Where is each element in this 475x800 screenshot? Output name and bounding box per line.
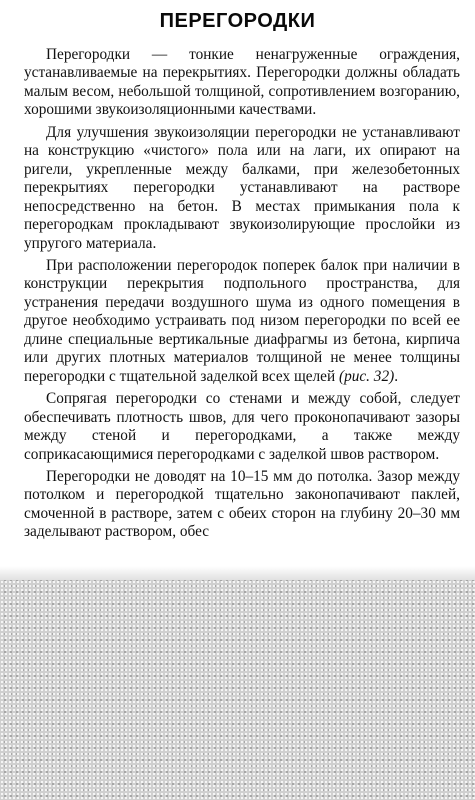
paragraph-joints: Сопрягая перегородки со стенами и между собой, следует обеспечивать плотность швов, для чего проконопачивают зазоры между стеной и перегородками, а также между соприкасающимися перегородками с заделкой швов раствором.: [24, 390, 460, 463]
page-title: ПЕРЕГОРОДКИ: [159, 10, 316, 32]
figure-reference: (рис. 32): [338, 367, 395, 385]
paragraph-diaphragms-end: .: [394, 367, 399, 385]
paragraph-diaphragms-text: При расположении перегородок поперек балок при наличии в конструкции перекрытия подпольного пространства, для устранения передачи воздушного шума из одного помещения в другое необходимо устраивать под низом перегородки по всей ее длине специальные вертикальные диафрагмы из бетона, кирпича или других плотных материалов толщиной не менее толщины перегородки с тщательной заделкой всех щелей: [24, 256, 460, 385]
paragraph-definition: Перегородки — тонкие ненагруженные ограждения, устанавливаемые на перекрытиях. Перегородки должны обладать малым весом, небольшой толщиной, сопротивлением возгоранию, хорошими звукоизоляционными качествами.: [24, 46, 460, 119]
paragraph-sound-insulation: Для улучшения звукоизоляции перегородки не устанавливают на конструкцию «чистого» пола или на лаги, их опирают на ригели, укрепленные между балками, при железобетонных перекрытиях перегородки устанавливают на растворе непосредственно на бетон. В местах примыкания пола к перегородкам прокладывают звукоизолирующие прослойки из упругого материала.: [24, 123, 460, 252]
scan-noise-area: [0, 580, 475, 800]
body-text: [24, 46, 460, 584]
paragraph-ceiling-gap: Перегородки не доводят на 10–15 мм до потолка. Зазор между потолком и перегородкой тщательно законопачивают паклей, смоченной в растворе, затем с обеих сторон на глубину 20–30 мм заделывают раствором, обес: [24, 467, 460, 541]
paragraph-diaphragms: [24, 257, 460, 386]
